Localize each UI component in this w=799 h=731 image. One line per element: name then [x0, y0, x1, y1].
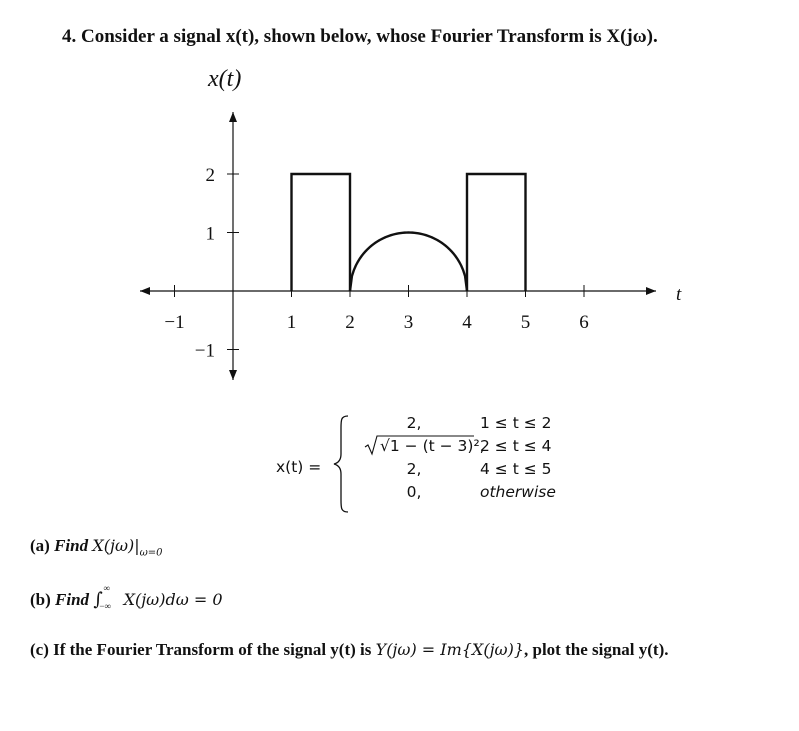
piecewise-row-3-value: 2, [406, 460, 422, 478]
piecewise-row-2-value: √1 − (t − 3)², [368, 437, 460, 457]
y-tick-label: −1 [194, 340, 215, 362]
semicircle-line [350, 233, 467, 292]
x-tick-label: 1 [286, 312, 297, 333]
part-c-expr: Y(jω) = Im{X(jω)} [375, 640, 524, 659]
part-c: (c) If the Fourier Transform of the signal y(t) is Y(jω) = Im{X(jω)}, plot the signal y(t). [30, 640, 669, 659]
piecewise-row-1-condition: 1 ≤ t ≤ 2 [480, 414, 552, 432]
piecewise-row-4-condition: otherwise [480, 483, 556, 501]
x-axis-left-arrow [140, 287, 150, 295]
x-tick-label: 6 [579, 312, 589, 333]
integral-sign: ∫ ∞ −∞ [93, 583, 111, 611]
y-axis-top-arrow [229, 112, 237, 122]
piecewise-row-2-condition: 2 ≤ t ≤ 4 [480, 437, 552, 455]
y-axis-bottom-arrow [229, 370, 237, 380]
x-tick-label: 5 [520, 312, 531, 333]
part-a-expr: X(jω)| [92, 536, 140, 555]
x-tick-label: 3 [403, 312, 414, 333]
question-title: 4. Consider a signal x(t), shown below, whose Fourier Transform is X(jω). [62, 26, 658, 47]
piecewise-row-3-condition: 4 ≤ t ≤ 5 [480, 460, 552, 478]
pulse-1-line [292, 174, 351, 291]
part-a: (a) Find $X(j\omega)|_{\omega=0}$ [30, 536, 163, 559]
signal-curves [292, 174, 526, 291]
pulse-2-line [467, 174, 526, 291]
x-axis-right-arrow [646, 287, 656, 295]
piecewise-row-4-value: 0, [406, 483, 422, 501]
part-b: (b) Find ∫ ∞ −∞ X(jω)dω = 0 [30, 583, 223, 611]
x-axis-title: t [676, 284, 682, 305]
part-b-expr: X(jω)dω = 0 [123, 590, 223, 609]
y-tick-label: 1 [205, 223, 215, 245]
x-tick-label: 2 [345, 312, 355, 333]
plot-y-title: x(t) [208, 66, 242, 92]
y-tick-label: 2 [205, 165, 215, 186]
left-brace-icon [332, 414, 352, 514]
x-tick-label: −1 [164, 312, 185, 333]
x-tick-label: 4 [462, 312, 472, 333]
piecewise-row-1-value: 2, [406, 414, 422, 432]
piecewise-lhs: x(t) = [276, 458, 322, 476]
